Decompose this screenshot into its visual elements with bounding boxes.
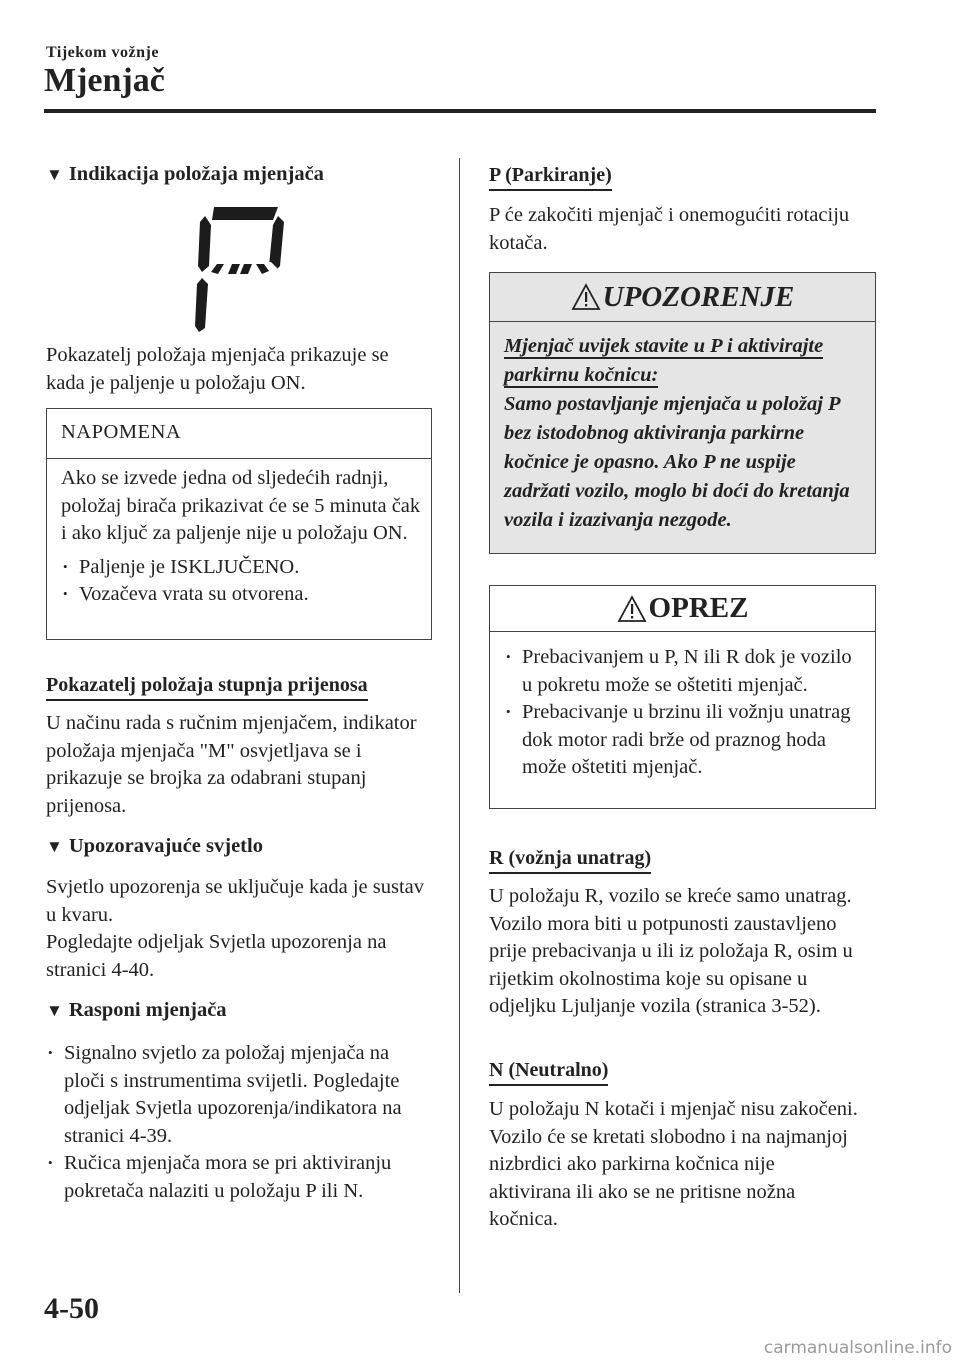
note-title: NAPOMENA (47, 409, 431, 459)
column-divider (459, 158, 460, 1293)
n-heading: N (Neutralno) (489, 1057, 608, 1086)
page-title: Mjenjač (44, 62, 165, 99)
warning-triangle-icon (571, 283, 601, 311)
list-item: • Signalno svjetlo za položaj mjenjača na ploči s instrumentima svijetli. Pogledajte odjeljak Svjetla upozorenja/indikatora na stranici 4-39. (46, 1040, 432, 1150)
caution-box (489, 585, 876, 809)
section-label: Tijekom vožnje (46, 44, 159, 61)
warning-light-text: Svjetlo upozorenja se uključuje kada je sustav u kvaru. (46, 876, 425, 926)
p-text: P će zakočiti mjenjač i onemogućiti rotaciju kotača. (489, 204, 850, 254)
list-item: • Prebacivanje u brzinu ili vožnju unatrag dok motor radi brže od praznog hoda može oštetiti mjenjač. (504, 699, 865, 782)
caution-title: OPREZ (648, 592, 749, 624)
warning-box (489, 272, 876, 554)
note-text: Ako se izvede jedna od sljedećih radnji, položaj birača prikazivat će se 5 minuta čak i ako ključ za paljenje nije u položaju ON. (61, 467, 421, 544)
triangle-icon: ▼ (46, 1001, 63, 1020)
watermark: carmanualsonline.info (763, 1338, 952, 1358)
gear-step-text: U načinu rada s ručnim mjenjačem, indikator položaja mjenjača "M" osvjetljava se i prikazuje se brojka za odabrani stupanj prijenosa. (46, 712, 417, 817)
warning-light-heading (46, 832, 263, 861)
p-heading: P (Parkiranje) (489, 162, 612, 191)
list-item: • Prebacivanjem u P, N ili R dok je vozilo u pokretu može se oštetiti mjenjač. (504, 644, 865, 699)
list-item: • Ručica mjenjača mora se pri aktiviranju pokretača nalaziti u položaju P ili N. (46, 1150, 432, 1205)
list-item: • Vozačeva vrata su otvorena. (61, 581, 421, 609)
indicator-heading-text: Indikacija položaja mjenjača (68, 163, 324, 185)
page-number: 4-50 (44, 1292, 99, 1325)
warning-title: UPOZORENJE (602, 280, 795, 313)
warning-lead: Mjenjač uvijek stavite u P i aktivirajte parkirnu kočnicu: (504, 335, 824, 386)
list-item: • Paljenje je ISKLJUČENO. (61, 554, 421, 582)
triangle-icon: ▼ (46, 837, 63, 856)
indicator-heading (46, 160, 324, 189)
warning-light-ref: Pogledajte odjeljak Svjetla upozorenja na stranici 4-40. (46, 931, 387, 981)
ranges-list (46, 1040, 432, 1205)
ranges-heading (46, 996, 227, 1025)
n-text: U položaju N kotači i mjenjač nisu zakočeni. Vozilo će se kretati slobodno i na najmanjoj nizbrdici ako parkirna kočnica nije aktivirana ili ako se ne pritisne nožna kočnica. (489, 1098, 858, 1230)
caution-header (490, 586, 875, 632)
r-heading: R (vožnja unatrag) (489, 845, 651, 874)
gear-step-heading: Pokazatelj položaja stupnja prijenosa (46, 672, 368, 701)
triangle-icon: ▼ (46, 165, 63, 184)
ranges-heading-text: Rasponi mjenjača (68, 999, 227, 1021)
warning-light-heading-text: Upozoravajuće svjetlo (68, 835, 263, 857)
note-box (46, 408, 432, 640)
note-list (47, 548, 431, 609)
warning-body (490, 322, 875, 535)
warning-text: Samo postavljanje mjenjača u položaj P bez istodobnog aktiviranja parkirne kočnice je opasno. Ako P ne uspije zadržati vozilo, moglo bi doći do kretanja vozila i izazivanja nezgode. (504, 393, 850, 531)
gear-p-indicator-icon (194, 204, 294, 334)
indicator-text: Pokazatelj položaja mjenjača prikazuje se kada je paljenje u položaju ON. (46, 344, 389, 394)
title-rule (44, 109, 876, 113)
caution-list (490, 632, 875, 782)
warning-triangle-icon (617, 595, 647, 623)
warning-header (490, 273, 875, 322)
r-text: U položaju R, vozilo se kreće samo unatrag. Vozilo mora biti u potpunosti zaustavljeno prije prebacivanja u ili iz položaja R, osim u rijetkim okolnostima koje su opisane u odjeljku Ljuljanje vozila (stranica 3-52). (489, 885, 853, 1017)
